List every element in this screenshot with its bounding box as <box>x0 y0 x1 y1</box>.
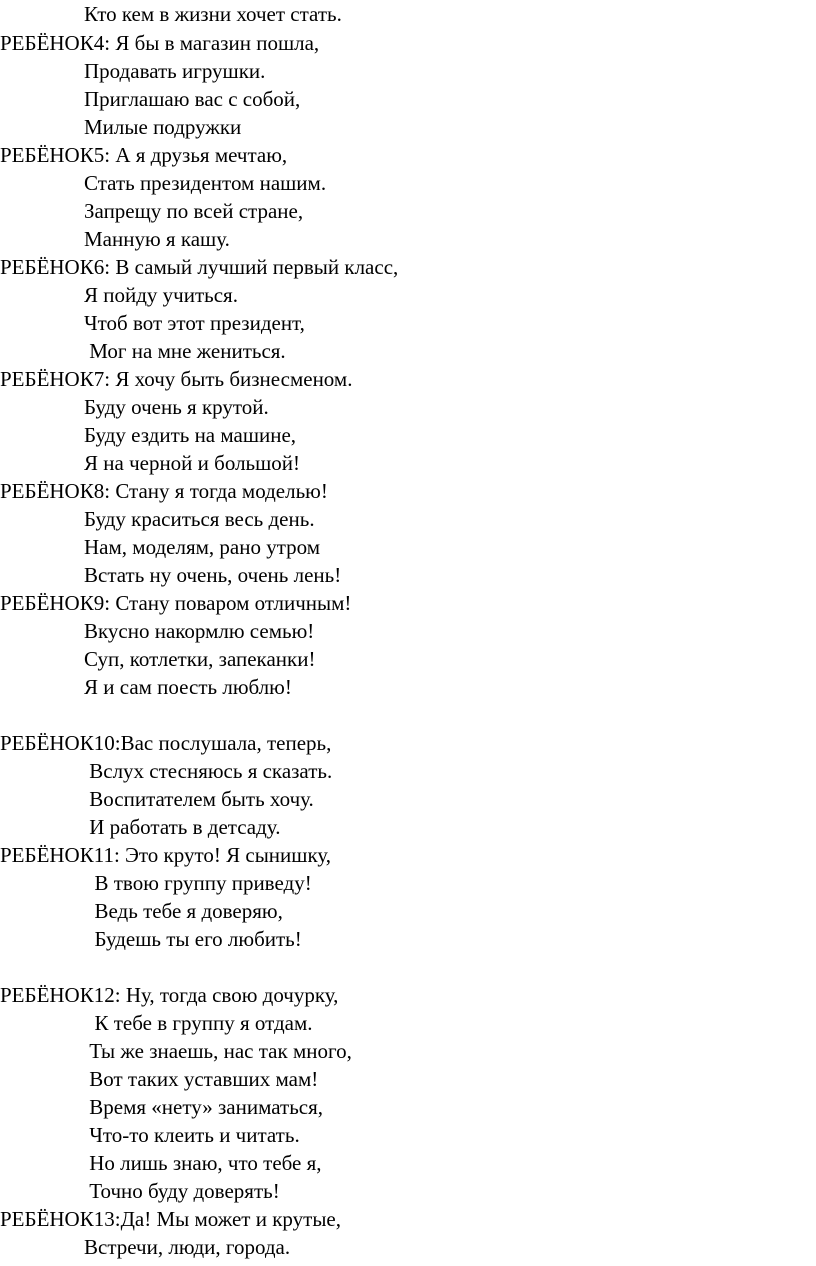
poem-line: Встать ну очень, очень лень! <box>0 563 342 587</box>
poem-line: Вкусно накормлю семью! <box>0 619 315 643</box>
poem-line: РЕБЁНОК6: В самый лучший первый класс, <box>0 255 399 279</box>
poem-line: Вот таких уставших мам! <box>0 1067 319 1091</box>
poem-line: Буду краситься весь день. <box>0 507 315 531</box>
poem-line: Я и сам поесть люблю! <box>0 675 292 699</box>
poem-line: Запрещу по всей стране, <box>0 199 304 223</box>
poem-line: Суп, котлетки, запеканки! <box>0 647 316 671</box>
poem-line: И работать в детсаду. <box>0 815 281 839</box>
poem-line: К тебе в группу я отдам. <box>0 1011 313 1035</box>
poem-line: Ведь тебе я доверяю, <box>0 899 283 923</box>
poem-line: Манную я кашу. <box>0 227 230 251</box>
poem-line: РЕБЁНОК10:Вас послушала, теперь, <box>0 731 332 755</box>
poem-line: РЕБЁНОК13:Да! Мы может и крутые, <box>0 1207 342 1231</box>
poem-line: РЕБЁНОК4: Я бы в магазин пошла, <box>0 31 320 55</box>
poem-line: РЕБЁНОК7: Я хочу быть бизнесменом. <box>0 367 353 391</box>
poem-line: Встречи, люди, города. <box>0 1235 291 1259</box>
poem-line: В твою группу приведу! <box>0 871 312 895</box>
poem-line: Но лишь знаю, что тебе я, <box>0 1151 322 1175</box>
poem-line: Воспитателем быть хочу. <box>0 787 314 811</box>
poem-line: Продавать игрушки. <box>0 59 266 83</box>
poem-line: РЕБЁНОК5: А я друзья мечтаю, <box>0 143 288 167</box>
poem-line: Я пойду учиться. <box>0 283 238 307</box>
poem-line: Время «нету» заниматься, <box>0 1095 324 1119</box>
poem-line: Что-то клеить и читать. <box>0 1123 300 1147</box>
poem-line: Нам, моделям, рано утром <box>0 535 321 559</box>
poem-line: Будешь ты его любить! <box>0 927 302 951</box>
poem-line: Милые подружки <box>0 115 242 139</box>
poem-line: РЕБЁНОК9: Стану поваром отличным! <box>0 591 352 615</box>
poem-line: Приглашаю вас с собой, <box>0 87 301 111</box>
poem-line: Стать президентом нашим. <box>0 171 327 195</box>
poem-line: Ты же знаешь, нас так много, <box>0 1039 352 1063</box>
poem-line: Кто кем в жизни хочет стать. <box>0 2 342 26</box>
poem-line: Буду ездить на машине, <box>0 423 297 447</box>
poem-line: Буду очень я крутой. <box>0 395 269 419</box>
poem-line: Точно буду доверять! <box>0 1179 280 1203</box>
poem-line: Я на черной и большой! <box>0 451 301 475</box>
poem-line: РЕБЁНОК11: Это круто! Я сынишку, <box>0 843 332 867</box>
poem-line: Чтоб вот этот президент, <box>0 311 305 335</box>
poem-line: РЕБЁНОК12: Ну, тогда свою дочурку, <box>0 983 339 1007</box>
poem-line: РЕБЁНОК8: Стану я тогда моделью! <box>0 479 328 503</box>
poem-line: Мог на мне жениться. <box>0 339 286 363</box>
poem-line: Вслух стесняюсь я сказать. <box>0 759 333 783</box>
